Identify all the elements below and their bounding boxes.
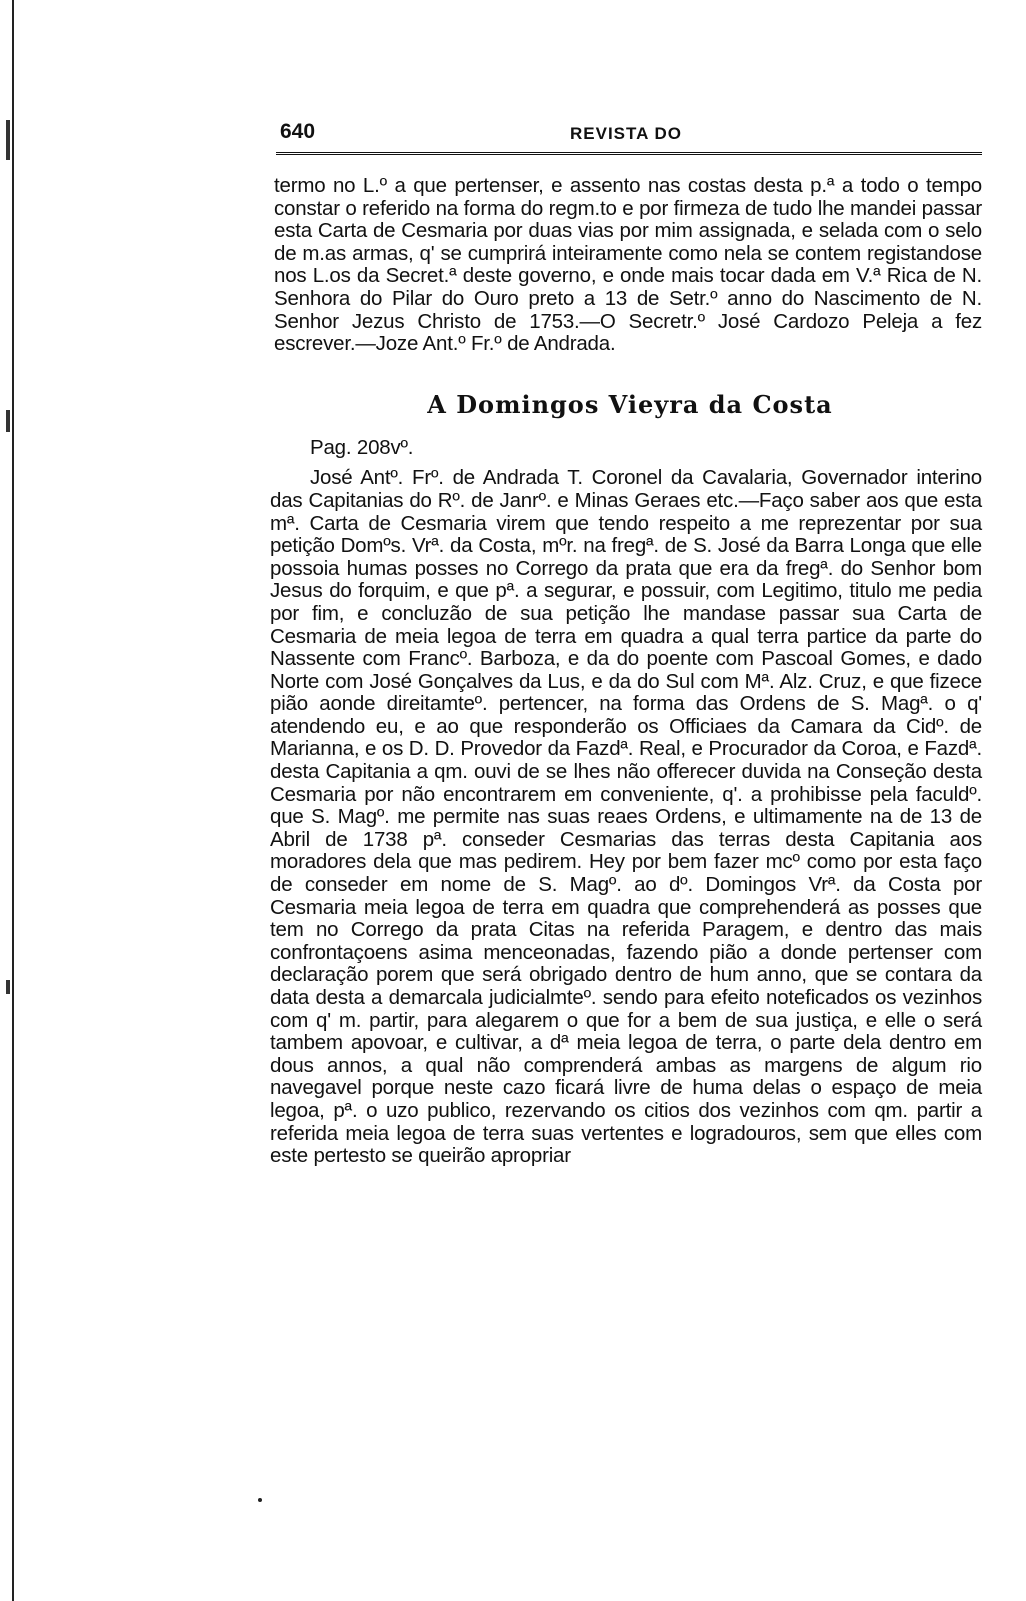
document-page	[270, 110, 982, 1188]
scan-edge-mark	[6, 410, 10, 432]
scan-binding-edge	[0, 0, 14, 1601]
header-rule	[276, 152, 982, 159]
running-header	[270, 110, 982, 144]
page-number: 640	[280, 120, 316, 143]
scan-edge-mark	[6, 120, 10, 160]
scan-edge-mark	[6, 980, 10, 994]
section-heading: A Domingos Vieyra da Costa	[427, 389, 833, 419]
page-reference: Pag. 208vº.	[310, 435, 414, 459]
paragraph-closing-previous-grant: termo no L.º a que pertenser, e assento nas costas desta p.ª a todo o tempo constar o referido na forma do regm.to e por firmeza de tudo lhe mandei passar esta Carta de Cesmaria por duas vias por mim assignada, e selada com o selo de m.as armas, q' se cumprirá inteiramente como nela se contem registandose nos L.os da Secret.ª deste governo, e onde mais tocar dada em V.ª Rica de N. Senhora do Pilar do Ouro preto a 13 de Setr.º anno do Nascimento de N. Senhor Jezus Christo de 1753.—O Secretr.º José Cardozo Peleja a fez escrever.—Joze Ant.º Fr.º de Andrada.	[274, 174, 982, 356]
journal-title: REVISTA DO	[570, 124, 683, 143]
paragraph-grant-text: José Antº. Frº. de Andrada T. Coronel da Cavalaria, Governador interino das Capitanias do Rº. de Janrº. e Minas Geraes etc.—Faço saber aos que esta mª. Carta de Cesmaria virem que tendo respeito a me reprezentar por sua petição Domºs. Vrª. da Costa, mºr. na fregª. de S. José da Barra Longa que elle possoia humas posses no Corrego da prata que era da fregª. do Senhor bom Jesus do forquim, e que pª. a segurar, e possuir, com Legitimo, titulo me pedia por fim, e concluzão de sua petição lhe mandase passar sua Carta de Cesmaria de meia legoa de terra em quadra a qual terra partice da parte do Nassente com Francº. Barboza, e da do poente com Pascoal Gomes, e dado Norte com José Gonçalves da Lus, e da do Sul com Mª. Alz. Cruz, e que fizece pião aonde direitamteº. pertencer, na forma das Ordens de S. Magª. o q' atendendo eu, e ao que responderão os Officiaes da Camara da Cidº. de Marianna, e os D. D. Provedor da Fazdª. Real, e Procurador da Coroa, e Fazdª. desta Capitania a qm. ouvi de se lhes não offerecer duvida na Conseção desta Cesmaria por não encontrarem em conveniente, q'. a prohibisse pela faculdº. que S. Magº. me permite nas suas reaes Ordens, e ultimamente na de 13 de Abril de 1738 pª. conseder Cesmarias das terras desta Capitania aos moradores dela que mas pedirem. Hey por bem fazer mcº como por esta faço de conseder em nome de S. Magº. ao dº. Domingos Vrª. da Costa por Cesmaria meia legoa de terra em quadra que comprehenderá as posses que tem no Corrego da prata Citas na referida Paragem, e dentro das mais confrontaçoens asima menceonadas, fazendo pião a donde pertenser com declaração porem que será obrigado dentro de hum anno, que se contara da data desta a demarcala judicialmteº. sendo para efeito noteficados os vezinhos com q' m. partir, para alegarem o que for a bem de sua justiça, e elle o será tambem apovoar, e cultivar, a dª meia legoa de terra, o parte dela dentro em dous annos, a qual não comprenderá ambas as margens de algum rio navegavel porque neste cazo ficará livre de huma delas o espaço de meia legoa, pª. o uzo publico, rezervando os citios dos vezinhos com qm. partir a referida meia legoa de terra suas vertentes e logradouros, sem que elles com este pertesto se queirão apropriar	[270, 466, 982, 1168]
scan-speck	[258, 1498, 262, 1502]
